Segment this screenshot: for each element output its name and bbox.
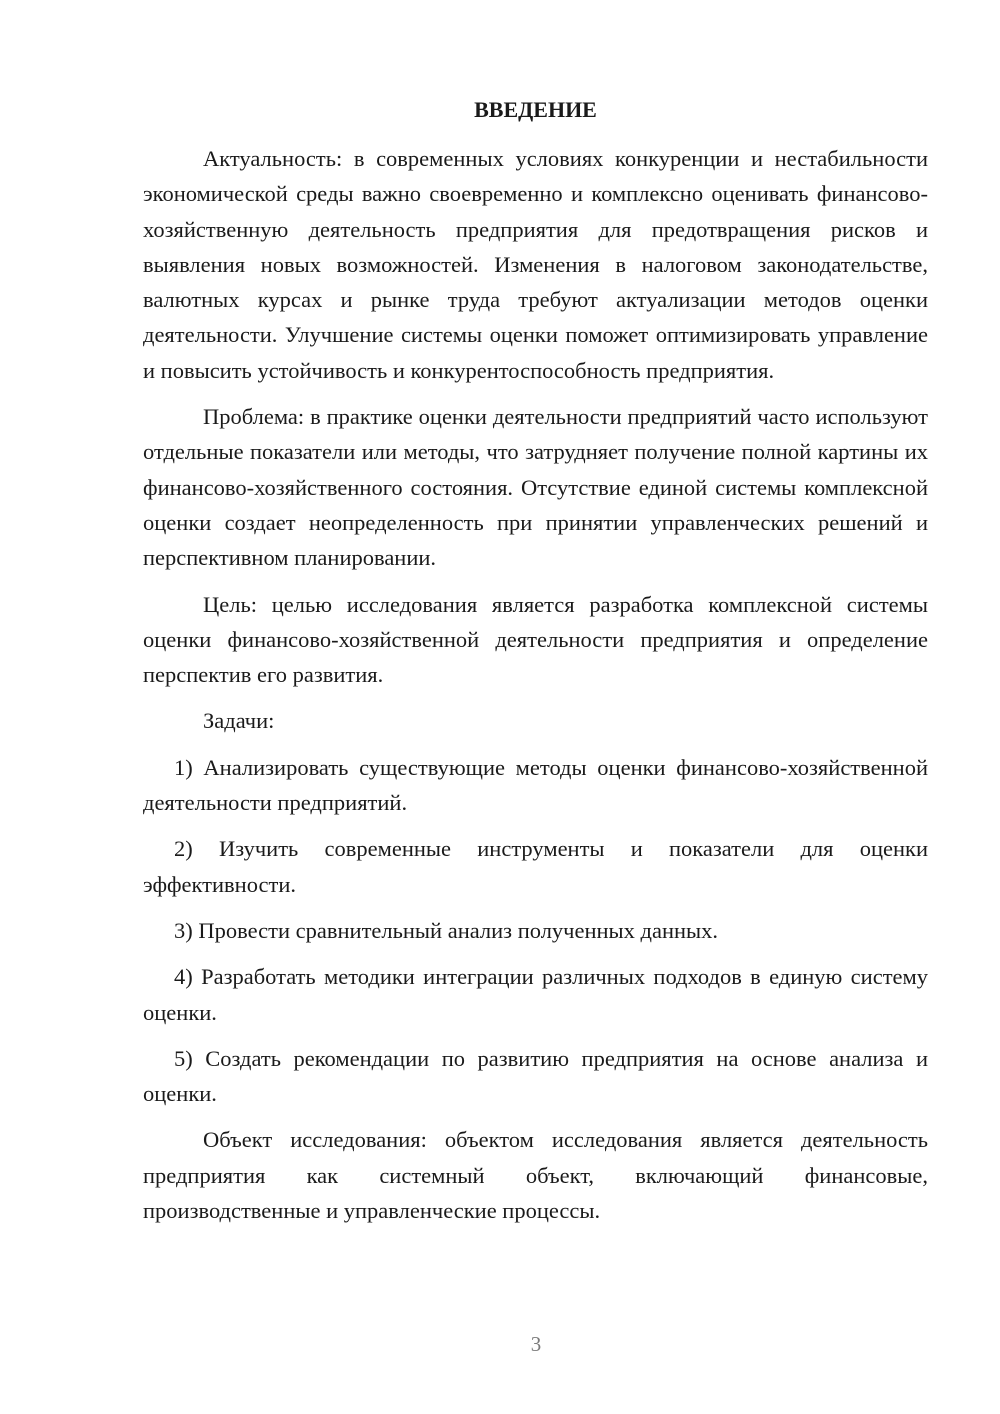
tasks-label: Задачи: — [203, 708, 275, 734]
task-item-5: 5) Создать рекомендации по развитию предприятия на основе анализа и оценки. — [143, 1045, 928, 1107]
relevance-paragraph: Актуальность: в современных условиях конкуренции и нестабильности экономической среды важно своевременно и комплексно оценивать финансово-хозяйственную деятельность предприятия для предотвращения рисков и выявления новых возможностей. Изменения в налоговом законодательстве, валютных курсах и рынке труда требуют актуализации методов оценки деятельности. Улучшение системы оценки поможет оптимизировать управление и повысить устойчивость и конкурентоспособность предприятия. — [143, 146, 928, 383]
problem-paragraph: Проблема: в практике оценки деятельности предприятий часто используют отдельные показатели или методы, что затрудняет получение полной картины их финансово-хозяйственного состояния. Отсутствие единой системы комплексной оценки создает неопределенность при принятии управленческих решений и перспективном планировании. — [143, 404, 928, 571]
task-item-1: 1) Анализировать существующие методы оценки финансово-хозяйственной деятельности предприятий. — [143, 754, 928, 816]
task-item-3: 3) Провести сравнительный анализ полученных данных. — [174, 917, 719, 943]
task-item-4: 4) Разработать методики интеграции различных подходов в единую систему оценки. — [143, 964, 928, 1025]
section-title: ВВЕДЕНИЕ — [474, 97, 597, 122]
object-paragraph: Объект исследования: объектом исследования является деятельность предприятия как системный объект, включающий финансовые, производственные и управленческие процессы. — [143, 1127, 928, 1224]
document-page — [143, 92, 928, 1239]
page-number: 3 — [530, 1332, 542, 1356]
task-item-2: 2) Изучить современные инструменты и показатели для оценки эффективности. — [143, 836, 928, 897]
goal-paragraph: Цель: целью исследования является разработка комплексной системы оценки финансово-хозяйственной деятельности предприятия и определение перспектив его развития. — [143, 591, 928, 688]
